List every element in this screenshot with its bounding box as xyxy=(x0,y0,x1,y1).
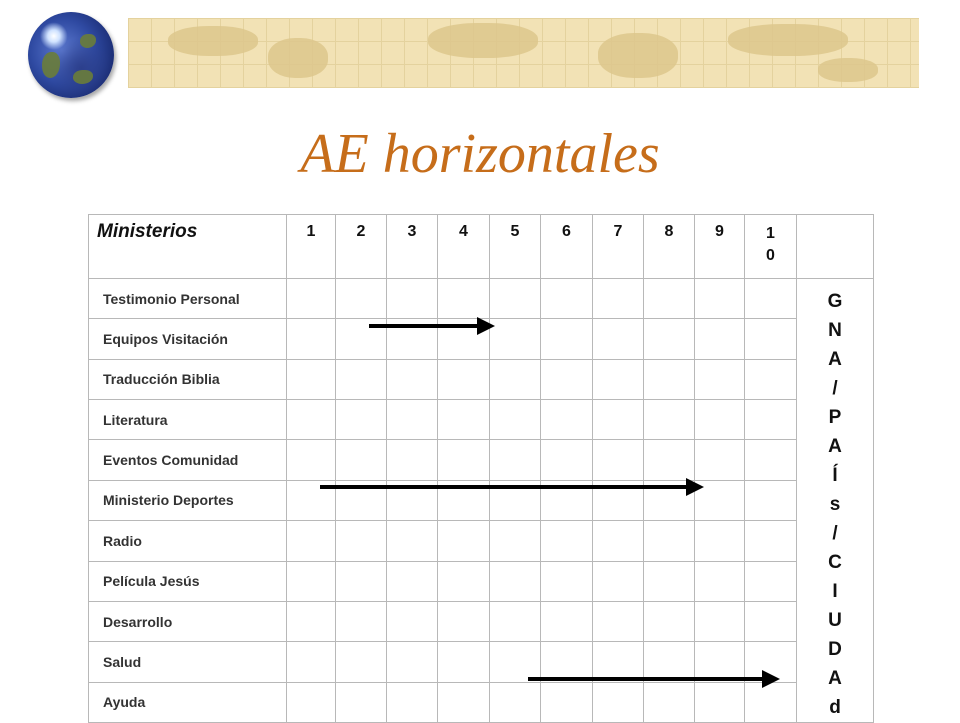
row-label: Literatura xyxy=(89,400,287,440)
header-col-8: 8 xyxy=(644,215,695,279)
header-blank-cell xyxy=(797,215,874,279)
side-letter: A xyxy=(828,436,842,457)
row-label: Radio xyxy=(89,521,287,561)
side-letter: d xyxy=(829,697,841,718)
side-letter: G xyxy=(827,291,843,312)
map-land xyxy=(818,58,878,82)
header-col-10 xyxy=(745,215,797,279)
row-label: Equipos Visitación xyxy=(89,319,287,359)
side-letters xyxy=(797,279,873,722)
header-col-1: 1 xyxy=(287,215,336,279)
arrow-ayuda xyxy=(528,677,764,681)
globe-continent xyxy=(42,52,60,78)
globe-continent xyxy=(73,70,93,84)
side-letter: Í xyxy=(832,465,838,486)
table-row xyxy=(89,279,874,319)
row-label: Traducción Biblia xyxy=(89,359,287,399)
header-col-2: 2 xyxy=(336,215,387,279)
slide-title: AE horizontales xyxy=(300,123,660,185)
side-letter: N xyxy=(828,320,842,341)
row-label: Eventos Comunidad xyxy=(89,440,287,480)
map-land xyxy=(268,38,328,78)
header-col-7: 7 xyxy=(593,215,644,279)
arrow-ministerio-deportes xyxy=(320,485,688,489)
side-letter: A xyxy=(828,349,842,370)
map-land xyxy=(168,26,258,56)
header-col-5: 5 xyxy=(490,215,541,279)
side-column-gna xyxy=(797,279,874,723)
row-label: Salud xyxy=(89,642,287,682)
map-land xyxy=(428,23,538,58)
table-header-row xyxy=(89,215,874,279)
side-letter: D xyxy=(828,639,842,660)
header-col-3: 3 xyxy=(387,215,438,279)
side-letter: C xyxy=(828,552,842,573)
table-row xyxy=(89,359,874,399)
row-label: Película Jesús xyxy=(89,561,287,601)
table-row xyxy=(89,561,874,601)
header-band xyxy=(128,18,919,88)
table-row xyxy=(89,440,874,480)
table-row xyxy=(89,601,874,641)
header-col-9: 9 xyxy=(695,215,745,279)
header-col-4: 4 xyxy=(438,215,490,279)
header-col-10-line1: 1 xyxy=(766,225,775,242)
table-row xyxy=(89,521,874,561)
header-col-10-line2: 0 xyxy=(766,247,775,264)
side-letter: / xyxy=(832,523,838,544)
map-land xyxy=(598,33,678,78)
row-label: Testimonio Personal xyxy=(89,279,287,319)
side-letter: U xyxy=(828,610,842,631)
header-col-6: 6 xyxy=(541,215,593,279)
ministries-table xyxy=(88,214,874,723)
row-label: Ayuda xyxy=(89,682,287,722)
globe-icon xyxy=(28,12,114,98)
row-label: Desarrollo xyxy=(89,601,287,641)
side-letter: A xyxy=(828,668,842,689)
header-ministerios: Ministerios xyxy=(89,215,287,279)
side-letter: / xyxy=(832,378,838,399)
arrow-equipos-visitacion xyxy=(369,324,479,328)
side-letter: P xyxy=(828,407,842,428)
row-label: Ministerio Deportes xyxy=(89,480,287,520)
side-letter: s xyxy=(829,494,841,515)
side-letter: I xyxy=(832,581,838,602)
table-row xyxy=(89,400,874,440)
map-land xyxy=(728,24,848,56)
globe-continent xyxy=(80,34,96,48)
table-row xyxy=(89,682,874,722)
